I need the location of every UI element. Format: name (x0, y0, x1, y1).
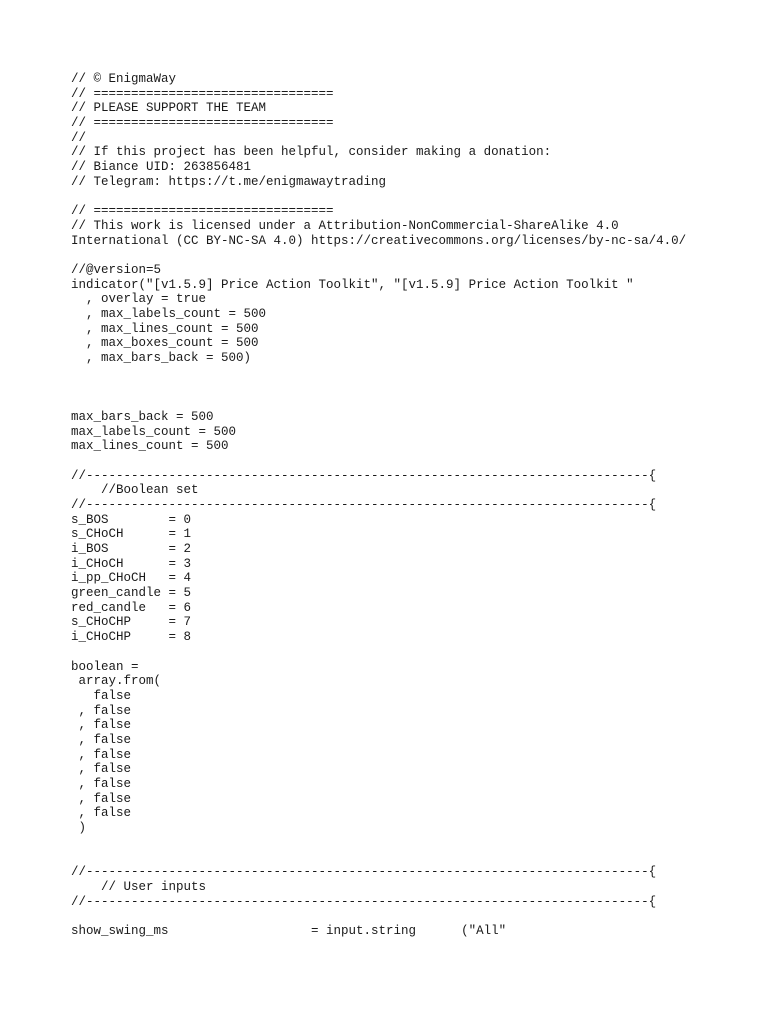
code-line: i_CHoCH = 3 (71, 556, 192, 571)
code-line: // PLEASE SUPPORT THE TEAM (71, 101, 267, 116)
code-line: green_candle = 5 (71, 586, 192, 601)
code-line: s_BOS = 0 (71, 512, 192, 527)
code-line (71, 395, 761, 410)
code-line: , false (71, 732, 132, 747)
code-line: , false (71, 718, 132, 733)
code-line: //---------------------------------------------------------------------------{ (71, 894, 657, 909)
code-line: International (CC BY-NC-SA 4.0) https://creativecommons.org/licenses/by-nc-sa/4.0/ (71, 233, 687, 248)
code-line: red_candle = 6 (71, 600, 192, 615)
code-line: , false (71, 747, 132, 762)
code-line: //---------------------------------------------------------------------------{ (71, 497, 657, 512)
code-line (71, 909, 761, 924)
code-line: ) (71, 821, 87, 836)
code-listing (71, 72, 761, 939)
code-line: //Boolean set (71, 483, 199, 498)
code-line: false (71, 688, 132, 703)
code-line: , max_bars_back = 500) (71, 351, 252, 366)
code-line: // © EnigmaWay (71, 72, 177, 86)
code-line (71, 190, 761, 205)
code-line: // Telegram: https://t.me/enigmawaytrading (71, 174, 387, 189)
code-line: // ================================ (71, 116, 334, 131)
code-line: // ================================ (71, 86, 334, 101)
code-line (71, 645, 761, 660)
code-line (71, 454, 761, 469)
code-line: i_CHoCHP = 8 (71, 630, 192, 645)
code-line (71, 380, 761, 395)
code-line: s_CHoCH = 1 (71, 527, 192, 542)
code-line: i_BOS = 2 (71, 542, 192, 556)
code-line: , false (71, 791, 132, 806)
code-line: array.from( (71, 674, 162, 689)
code-line: i_pp_CHoCH = 4 (71, 571, 192, 586)
code-line: indicator("[v1.5.9] Price Action Toolkit", "[v1.5.9] Price Action Toolkit " (71, 277, 634, 292)
code-line: //---------------------------------------------------------------------------{ (71, 468, 657, 483)
code-line: boolean = (71, 659, 139, 674)
code-line: , false (71, 806, 132, 821)
code-line: // (71, 130, 87, 145)
code-line: , max_boxes_count = 500 (71, 336, 259, 351)
code-line: , false (71, 777, 132, 791)
code-line (71, 850, 761, 865)
code-line (71, 366, 761, 381)
code-line: , max_lines_count = 500 (71, 321, 259, 336)
code-line (71, 836, 761, 851)
code-line: // Biance UID: 263856481 (71, 160, 252, 175)
code-line: // ================================ (71, 204, 334, 219)
code-line: // User inputs (71, 879, 207, 894)
code-line: // This work is licensed under a Attribution-NonCommercial-ShareAlike 4.0 (71, 218, 619, 233)
code-line: , max_labels_count = 500 (71, 307, 267, 321)
code-line: max_bars_back = 500 (71, 409, 214, 424)
code-line: max_labels_count = 500 (71, 424, 237, 439)
code-line: , overlay = true (71, 292, 207, 307)
code-line: //---------------------------------------------------------------------------{ (71, 865, 657, 880)
code-line: , false (71, 762, 132, 777)
code-line: s_CHoCHP = 7 (71, 615, 192, 630)
code-line (71, 248, 761, 263)
code-line: //@version=5 (71, 262, 162, 277)
code-line: // If this project has been helpful, consider making a donation: (71, 145, 552, 160)
code-line: show_swing_ms = input.string ("All" (71, 923, 507, 938)
code-line: max_lines_count = 500 (71, 439, 229, 454)
code-line: , false (71, 703, 132, 718)
